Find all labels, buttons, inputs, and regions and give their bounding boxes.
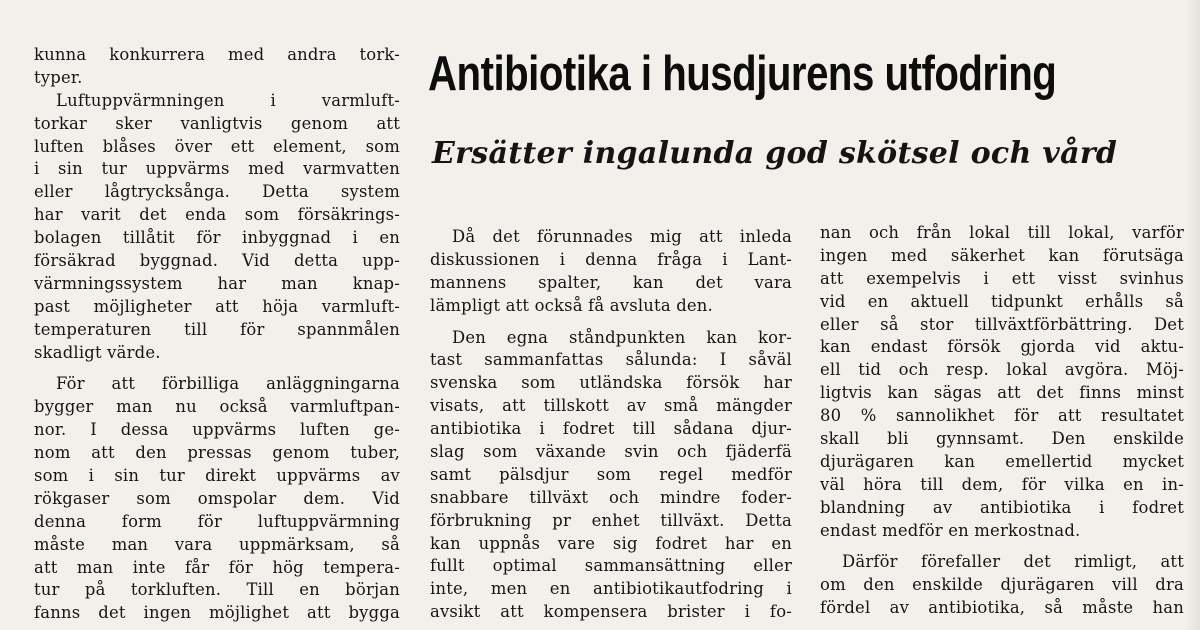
text-line: Därför förefaller det rimligt, att	[842, 552, 1184, 572]
text-line: snabbare tillväxt och mindre foder-	[430, 487, 792, 507]
text-line: inte, men en antibiotikautfodring i	[430, 579, 792, 599]
text-line: ligtvis kan sägas att det finns minst	[820, 383, 1184, 403]
text-line: 80 % sannolikhet för att resultatet	[820, 406, 1184, 426]
text-line: slag som växande svin och fjäderfä	[430, 442, 792, 462]
text-line: bygger man nu också varmluftpan-	[34, 397, 400, 417]
paragraph	[430, 226, 792, 318]
text-line: väl höra till dem, för vilka en in-	[820, 474, 1184, 494]
text-line: att exempelvis i ett visst svinhus	[820, 268, 1184, 288]
text-line: Luftuppvärmningen i varmluft-	[56, 90, 400, 110]
text-line: djurägaren kan emellertid mycket	[820, 451, 1184, 471]
right-article-column	[820, 222, 1184, 620]
text-line: temperaturen till för spannmålen	[34, 319, 400, 339]
text-line: om den enskilde djurägaren vill dra	[820, 575, 1184, 595]
text-line: eller lågtrycksånga. Detta system	[34, 182, 400, 202]
text-line: att man inte får för hög tempera-	[34, 557, 400, 577]
text-line: blandning av antibiotika i fodret	[820, 497, 1184, 517]
text-line: kan endast försök gjorda vid aktu-	[820, 337, 1184, 357]
paragraph	[820, 222, 1184, 542]
text-line: ell tid och resp. lokal avgöra. Möj-	[820, 360, 1184, 380]
text-line: vid en aktuell tidpunkt erhålls så	[820, 291, 1184, 311]
text-line: rökgaser som omspolar dem. Vid	[34, 488, 400, 508]
text-line: tast sammanfattas sålunda: I såväl	[430, 350, 792, 370]
text-line: nom att den pressas genom tuber,	[34, 443, 400, 463]
text-line: lämpligt att också få avsluta den.	[430, 295, 713, 315]
text-line: svenska som utländska försök har	[430, 373, 792, 393]
paragraph	[430, 327, 792, 625]
text-line: antibiotika i fodret till sådana djur-	[430, 419, 792, 439]
text-line: torkar sker vanligtvis genom att	[34, 113, 400, 133]
text-line: luften blåses över ett element, som	[34, 136, 400, 156]
text-line: typer.	[34, 67, 83, 87]
text-line: bolagen tillåtit för inbyggnad i en	[34, 228, 400, 248]
text-line: försäkrad byggnad. Vid detta upp-	[34, 251, 400, 271]
text-line: denna form för luftuppvärmning	[34, 511, 400, 531]
text-line: visats, att tillskott av små mängder	[430, 396, 792, 416]
text-line: ingen med säkerhet kan förutsäga	[820, 245, 1184, 265]
text-line: fullt optimal sammansättning eller	[430, 556, 792, 576]
text-line: nan och från lokal till lokal, varför	[820, 223, 1184, 242]
article-headline: Antibiotika i husdjurens utfodring	[428, 47, 1057, 101]
text-line: i sin tur uppvärms med varmvatten	[34, 159, 400, 179]
text-line: har varit det enda som försäkrings-	[34, 205, 400, 225]
article-subheadline: Ersätter ingalunda god skötsel och vård	[432, 136, 1118, 171]
text-line: endast medför en merkostnad.	[820, 520, 1081, 540]
text-line: samt pälsdjur som regel medför	[430, 464, 792, 484]
text-line: avsikt att kompensera brister i fo-	[430, 602, 792, 622]
text-line: Då det förunnades mig att inleda	[452, 227, 792, 246]
text-line: nor. I dessa uppvärms luften ge-	[34, 420, 400, 440]
text-line: Den egna ståndpunkten kan kor-	[452, 327, 792, 347]
text-line: skall bli gynnsamt. Den enskilde	[820, 429, 1184, 449]
text-line: eller så stor tillväxtförbättring. Det	[820, 314, 1184, 334]
paragraph	[34, 44, 400, 90]
text-line: tur på torkluften. Till en början	[34, 580, 400, 600]
text-line: fördel av antibiotika, så måste han	[820, 598, 1184, 618]
text-line: past möjligheter att höja varmluft-	[34, 296, 400, 316]
page-edge-shadow	[1186, 0, 1200, 630]
middle-article-column	[430, 226, 792, 624]
paragraph	[34, 373, 400, 625]
text-line: fanns det ingen möjlighet att bygga	[34, 603, 400, 623]
text-line: värmningssystem har man knap-	[34, 273, 400, 293]
text-line: som i sin tur direkt uppvärms av	[34, 466, 400, 486]
text-line: mannens spalter, kan det vara	[430, 272, 792, 292]
text-line: kan uppnås vare sig fodret har en	[430, 533, 792, 553]
text-line: kunna konkurrera med andra tork-	[34, 45, 400, 64]
text-line: skadligt värde.	[34, 342, 161, 362]
paragraph	[820, 551, 1184, 620]
left-article-column	[34, 44, 400, 625]
text-line: förbrukning pr enhet tillväxt. Detta	[430, 510, 792, 530]
text-line: måste man vara uppmärksam, så	[34, 534, 400, 554]
paragraph	[34, 90, 400, 365]
text-line: För att förbilliga anläggningarna	[56, 374, 400, 394]
text-line: diskussionen i denna fråga i Lant-	[430, 249, 792, 269]
